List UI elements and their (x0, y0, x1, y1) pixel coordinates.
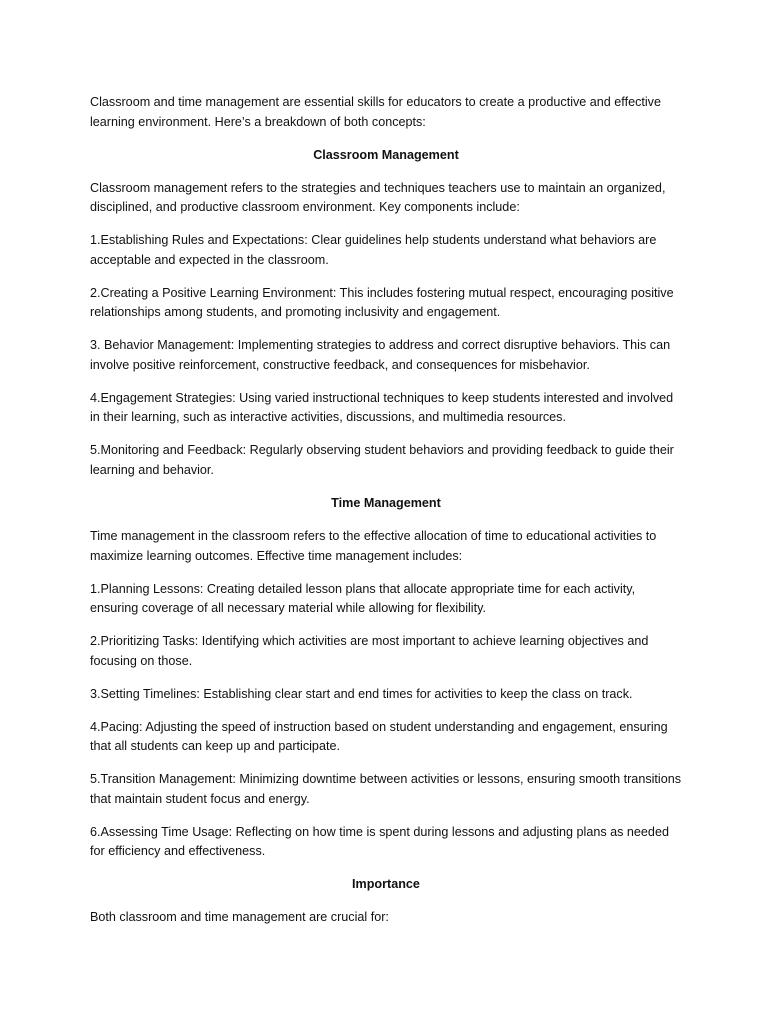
classroom-item-4: 4.Engagement Strategies: Using varied instructional techniques to keep students interested and involved in their learning, such as interactive activities, discussions, and multimedia resources. (90, 390, 674, 425)
classroom-management-heading: Classroom Management (313, 147, 459, 162)
time-management-intro: Time management in the classroom refers to the effective allocation of time to educational activities to maximize learning outcomes. Effective time management includes: (90, 529, 657, 563)
classroom-item-3: 3. Behavior Management: Implementing strategies to address and correct disruptive behaviors. This can involve positive reinforcement, constructive feedback, and consequences for misbehavior. (90, 338, 671, 372)
classroom-item-5: 5.Monitoring and Feedback: Regularly observing student behaviors and providing feedback to guide their learning and behavior. (90, 443, 674, 478)
classroom-management-intro: Classroom management refers to the strategies and techniques teachers use to maintain an organized, disciplined, and productive classroom environment. Key components include: (90, 180, 666, 215)
time-item-2: 2.Prioritizing Tasks: Identifying which activities are most important to achieve learning objectives and focusing on those. (90, 634, 649, 668)
intro-paragraph: Classroom and time management are essential skills for educators to create a productive and effective learning environment. Here’s a breakdown of both concepts: (90, 95, 661, 129)
time-item-6: 6.Assessing Time Usage: Reflecting on how time is spent during lessons and adjusting plans as needed for efficiency and effectiveness. (90, 824, 669, 859)
time-item-3: 3.Setting Timelines: Establishing clear start and end times for activities to keep the class on track. (90, 686, 633, 701)
time-management-heading: Time Management (331, 496, 441, 511)
time-item-1: 1.Planning Lessons: Creating detailed lesson plans that allocate appropriate time for each activity, ensuring coverage of all necessary material while allowing for flexibility. (90, 581, 636, 616)
time-item-4: 4.Pacing: Adjusting the speed of instruction based on student understanding and engagement, ensuring that all students can keep up and participate. (90, 719, 668, 754)
classroom-item-2: 2.Creating a Positive Learning Environment: This includes fostering mutual respect, encouraging positive relationships among students, and promoting inclusivity and engagement. (90, 285, 674, 320)
document-body (90, 93, 682, 941)
time-item-5: 5.Transition Management: Minimizing downtime between activities or lessons, ensuring smooth transitions that maintain student focus and energy. (90, 772, 682, 806)
importance-intro: Both classroom and time management are crucial for: (90, 910, 389, 925)
importance-heading: Importance (352, 877, 420, 892)
classroom-item-1: 1.Establishing Rules and Expectations: Clear guidelines help students understand what behaviors are acceptable and expected in the classroom. (90, 233, 657, 267)
